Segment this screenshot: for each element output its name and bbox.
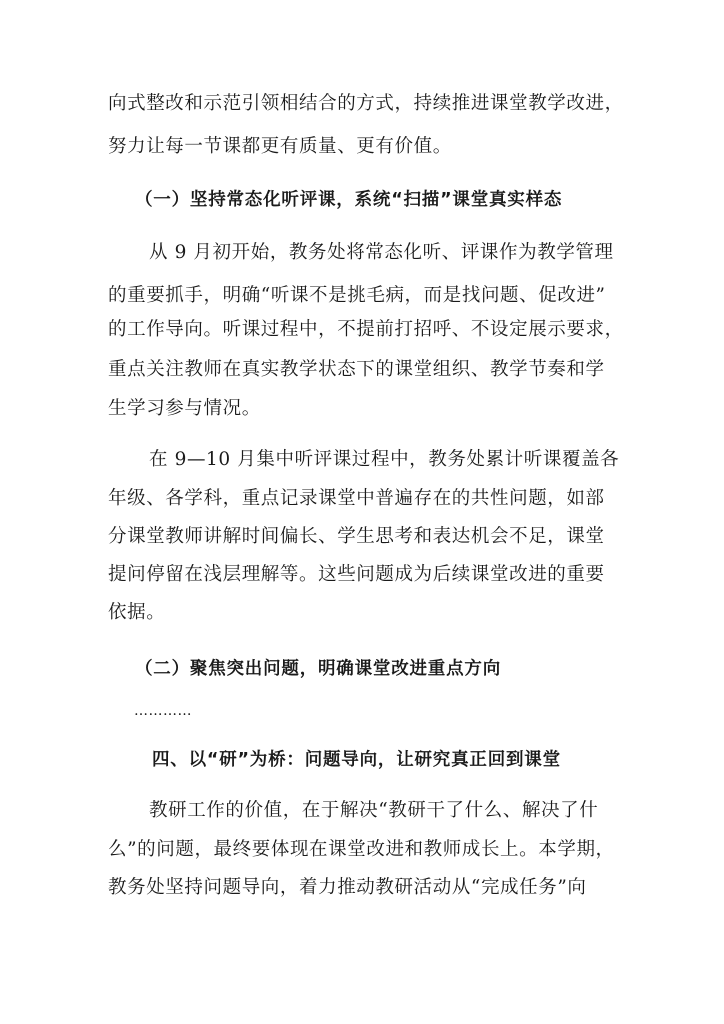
para1-line-2: 的重要抓手，明确“听课不是挑毛病，而是找问题、促改进” <box>108 285 606 306</box>
para2-line-3: 分课堂教师讲解时间偏长、学生思考和表达机会不足，课堂 <box>108 526 605 547</box>
intro-line-1: 向式整改和示范引领相结合的方式，持续推进课堂教学改进， <box>108 93 624 114</box>
para3-line-3: 教务处坚持问题导向，着力推动教研活动从“完成任务”向 <box>108 877 587 898</box>
para1-line-4: 重点关注教师在真实教学状态下的课堂组织、教学节奏和学 <box>108 359 605 380</box>
ellipsis-marker: ………… <box>134 703 192 719</box>
para2-line-1: 在 9—10 月集中听评课过程中，教务处累计听课覆盖各 <box>149 449 620 470</box>
para3-line-2: 么”的问题，最终要体现在课堂改进和教师成长上。本学期， <box>108 839 615 860</box>
para2-line-5: 依据。 <box>108 602 166 623</box>
part-heading-4: 四、以“研”为桥：问题导向，让研究真正回到课堂 <box>152 750 561 770</box>
para2-line-2: 年级、各学科，重点记录课堂中普遍存在的共性问题，如部 <box>108 488 605 509</box>
section-heading-1: （一）坚持常态化听评课，系统“扫描”课堂真实样态 <box>135 190 563 210</box>
para1-line-1: 从 9 月初开始，教务处将常态化听、评课作为教学管理 <box>149 242 614 263</box>
para1-line-3: 的工作导向。听课过程中，不提前打招呼、不设定展示要求， <box>108 319 624 340</box>
section-heading-2: （二）聚焦突出问题，明确课堂改进重点方向 <box>135 659 501 679</box>
para2-line-4: 提问停留在浅层理解等。这些问题成为后续课堂改进的重要 <box>108 564 605 585</box>
intro-line-2: 努力让每一节课都更有质量、更有价值。 <box>108 136 452 157</box>
para1-line-5: 生学习参与情况。 <box>108 398 261 419</box>
para3-line-1: 教研工作的价值，在于解决“教研干了什么、解决了什 <box>149 800 599 821</box>
